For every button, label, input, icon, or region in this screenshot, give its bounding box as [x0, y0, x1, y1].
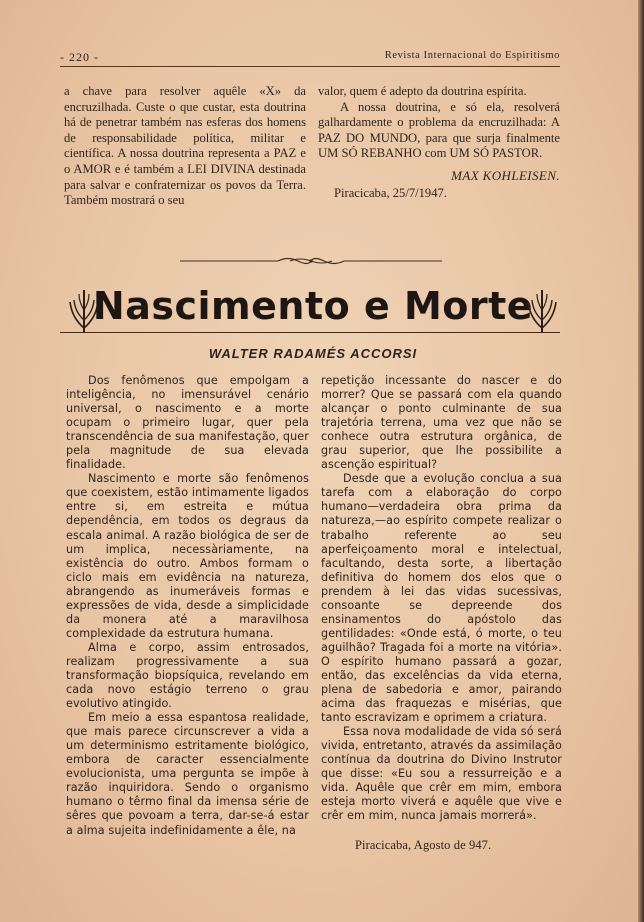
title-underline: [60, 332, 560, 333]
article-paragraph: Desde que a evolução conclua a sua tarefa com a elaboração do corpo humano—verdadeira obra prima da natureza,—ao espírito compete realizar o trabalho referente ao seu aperfeiçoamento moral e intelectual, facultando, desta sorte, a libertação definitiva do homem dos elos que o prendem à lei das vidas sucessivas, consoante se depreende dos ensinamentos do apóstolo das gentilidades: «Onde está, ó morte, o teu aguilhão? Tragada foi a morte na vitória». O espírito humano passará a gozar, então, das excelências da vida eterna, plena de sabedoria e amor, pairando acima das fraquezas e misérias, que tanto escravizam e oprimem a criatura.: [321, 472, 562, 725]
previous-article-left-column: [64, 84, 306, 209]
article-place-date: Piracicaba, Agosto de 947.: [355, 837, 492, 852]
previous-article-right-column: [318, 84, 560, 201]
article-paragraph: repetição incessante do nascer e do morrer? Que se passará com ela quando alcançar o ponto culminante de sua trajetória terrena, uma vez que não se conhece outra estrutura orgânica, de grau superior, que lhe possibilite a ascenção espiritual?: [321, 374, 562, 472]
running-header: [60, 50, 560, 66]
previous-article-signature: MAX KOHLEISEN.: [451, 167, 560, 183]
page-number: - 220 -: [60, 50, 99, 64]
article-paragraph: Em meio a essa espantosa realidade, que mais parece circunscrever a vida a um determinismo estritamente biológico, embora de caracter essencialmente evolucionista, uma pergunta se impõe à razão inquiridora. Sendo o organismo humano o têrmo final da imensa série de sêres que povoam a terra, dar-se-á estar a alma sujeita indefinidamente a êle, na: [66, 711, 309, 837]
article-paragraph: Nascimento e morte são fenômenos que coexistem, estão intimamente ligados entre si, em estreita e mútua dependência, em todos os degraus da escala animal. A razão biológica de ser de um implica, necessàriamente, na existência do outro. Ambos formam o ciclo mais em evidência na natureza, abrangendo as inumeráveis formas e expressões de vida, desde a simplicidade da monera até a maravilhosa complexidade da estrutura humana.: [66, 472, 309, 640]
ornamental-rule-icon: [180, 256, 442, 266]
previous-article-paragraph: a chave para resolver aquêle «X» da encruzilhada. Custe o que custar, esta doutrina há de penetrar também nas esferas dos homens de responsabilidade política, militar e científica. A nossa doutrina representa a PAZ e o AMOR e é também a LEI DIVINA destinada para salvar e confraternizar os povos da Terra. Também mostrará o seu: [64, 84, 306, 208]
header-rule: [60, 66, 560, 67]
journal-title: Revista Internacional do Espiritismo: [384, 50, 560, 61]
leaf-flourish-icon: [524, 284, 560, 334]
article-title-block: [64, 282, 562, 338]
previous-article-paragraph: A nossa doutrina, e só ela, resolverá galhardamente o problema da encruzilhada: A PAZ DO MUNDO, para que surja finalmente UM SÓ REBANHO com UM SÓ PASTOR.: [318, 99, 560, 161]
article-author: WALTER RADAMÉS ACCORSI: [208, 346, 418, 361]
page-edge: [638, 0, 644, 922]
previous-article-paragraph: valor, quem é adepto da doutrina espírita.: [318, 84, 527, 98]
article-left-column: [66, 374, 309, 838]
previous-article-place-date: Piracicaba, 25/7/1947.: [334, 185, 447, 200]
article-paragraph: Dos fenômenos que empolgam a inteligência, no imensurável cenário universal, o nascimento e a morte ocupam o primeiro lugar, quer pela transcendência de sua manifestação, quer pela magnitude de sua elevada finalidade.: [66, 374, 309, 472]
article-right-column: [321, 374, 562, 852]
article-paragraph: Alma e corpo, assim entrosados, realizam progressivamente a sua transformação biopsíquica, revelando em cada novo estágio terreno o grau evolutivo atingido.: [66, 640, 309, 711]
article-title: Nascimento e Morte: [92, 284, 534, 328]
article-paragraph: Essa nova modalidade de vida só será vivida, entretanto, através da assimilação contínua da doutrina do Divino Instrutor que disse: «Eu sou a ressurreição e a vida. Aquêle que crêr em mim, embora esteja morto viverá e aquêle que vive e crêr em mim, nunca jamais morrerá».: [321, 725, 562, 823]
